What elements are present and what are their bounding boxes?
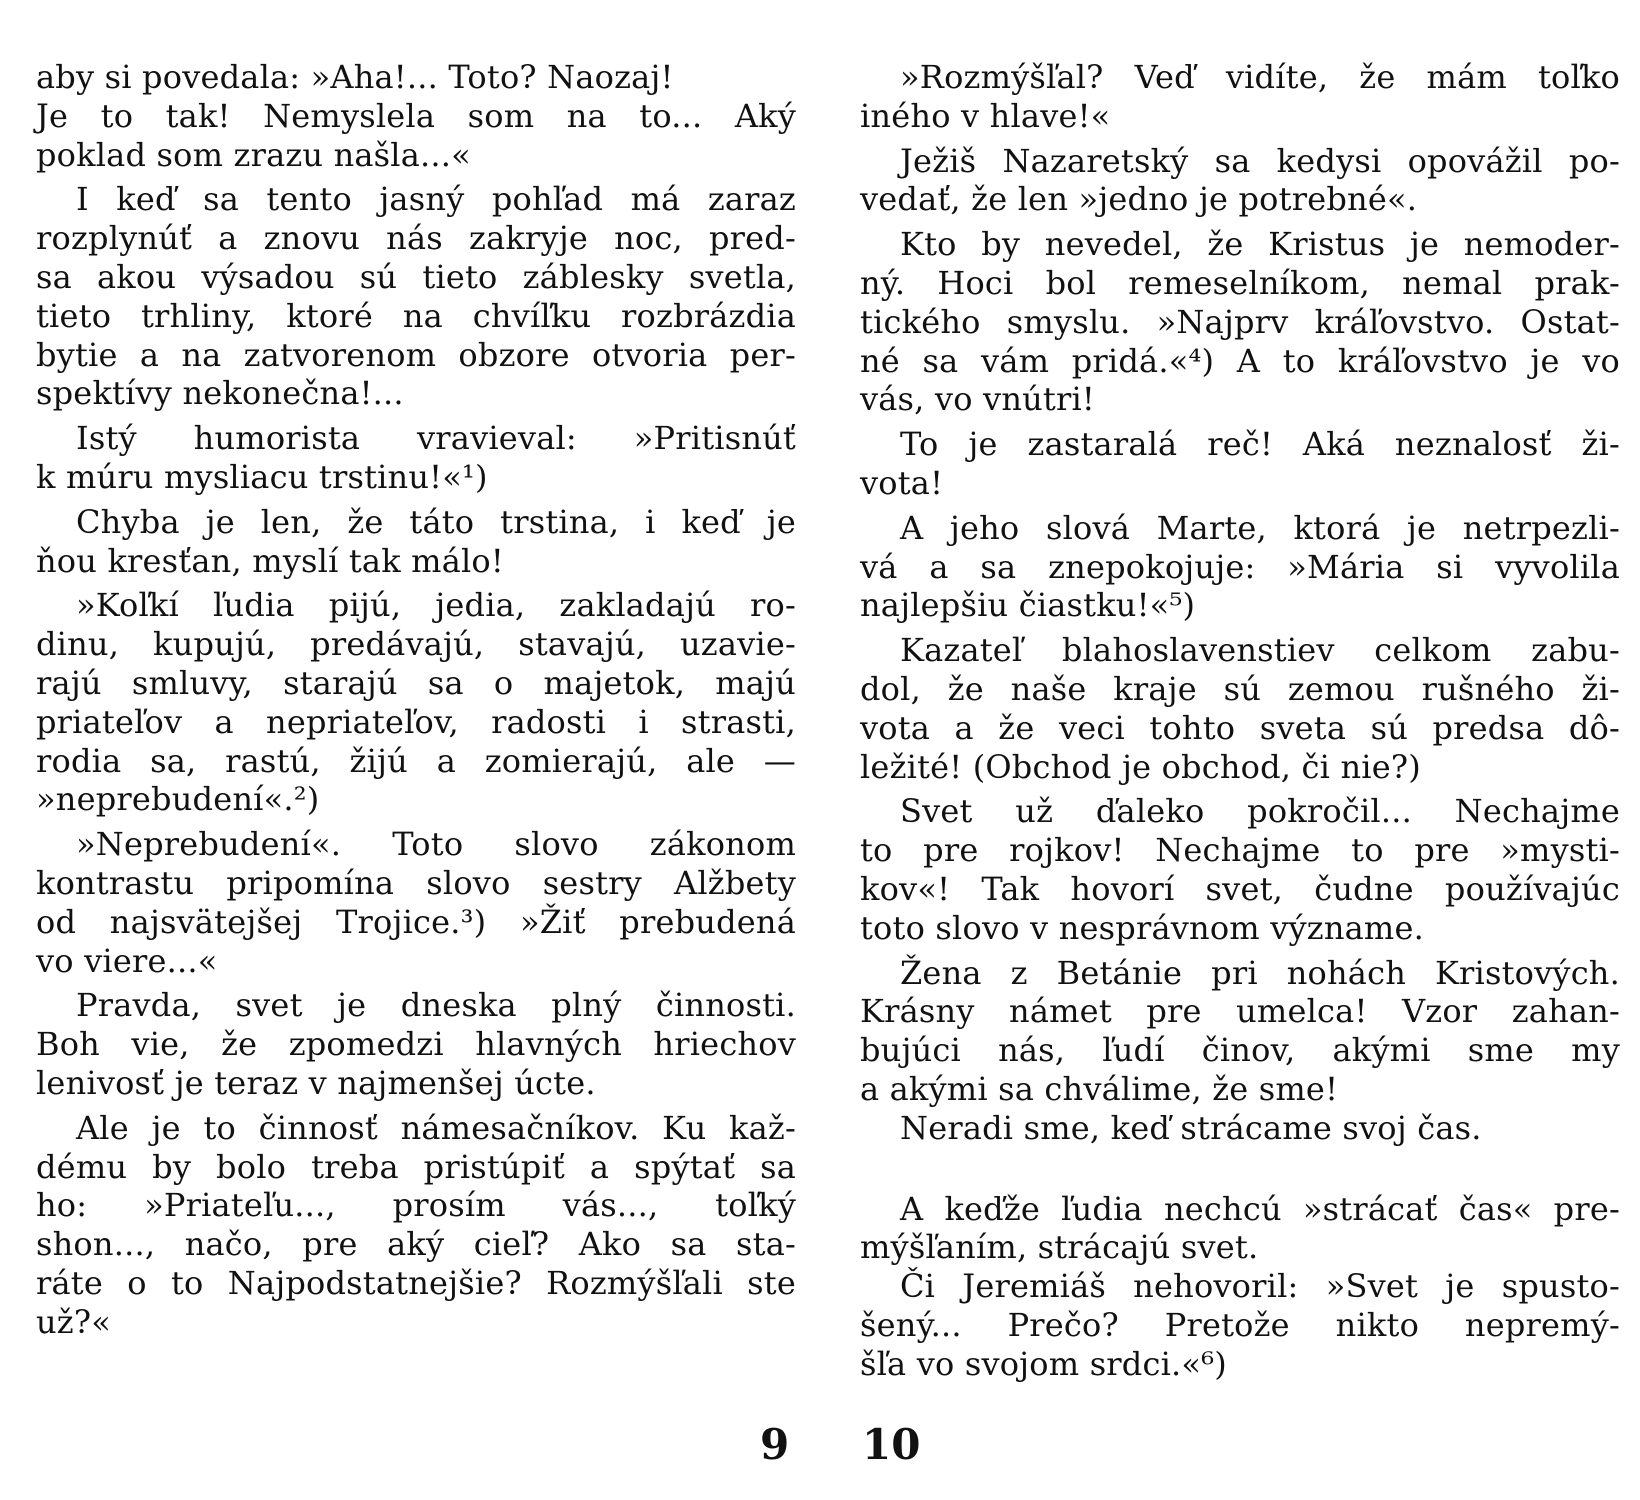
text-line: Svet už ďaleko pokročil... Nechajme <box>900 792 1620 831</box>
text-line: vá a sa znepokojuje: »Mária si vyvolila <box>860 547 1620 586</box>
page-number-left: 9 <box>760 1420 790 1469</box>
text-line: Kto by nevedel, že Kristus je nemoder- <box>900 225 1620 264</box>
text-line: Istý humorista vravieval: »Pritisnúť <box>76 419 796 458</box>
text-line: Kazateľ blahoslavenstiev celkom zabu- <box>900 631 1620 670</box>
text-line: sa akou výsadou sú tieto záblesky svetla, <box>36 257 796 296</box>
text-line: Pravda, svet je dneska plný činnosti. <box>76 986 796 1025</box>
text-line: iného v hlave!« <box>860 96 1111 135</box>
text-line: »neprebudení«.²) <box>36 780 320 819</box>
text-line: dol, že naše kraje sú zemou rušného ži- <box>860 669 1620 708</box>
text-line: bujúci nás, ľudí činov, akými sme my <box>860 1031 1620 1070</box>
text-line: vota! <box>860 463 944 502</box>
text-line: to pre rojkov! Nechajme to pre »mysti- <box>860 831 1620 870</box>
text-line: spektívy nekonečna!... <box>36 374 404 413</box>
text-line: Boh vie, že zpomedzi hlavných hriechov <box>36 1025 796 1064</box>
text-line: Ježiš Nazaretský sa kedysi opovážil po- <box>900 141 1620 180</box>
text-line: od najsvätejšej Trojice.³) »Žiť prebudená <box>36 902 796 941</box>
text-line: ný. Hoci bol remeselníkom, nemal prak- <box>860 263 1620 302</box>
text-line: šľa vo svojom srdci.«⁶) <box>860 1344 1227 1383</box>
text-line: I keď sa tento jasný pohľad má zaraz <box>76 180 796 219</box>
text-line: vo viere...« <box>36 941 218 980</box>
text-line: šený... Prečo? Pretože nikto nepremý- <box>860 1305 1620 1344</box>
text-line: Chyba je len, že táto trstina, i keď je <box>76 502 796 541</box>
text-line: mýšľaním, strácajú svet. <box>860 1228 1259 1267</box>
text-line: »Koľkí ľudia pijú, jedia, zakladajú ro- <box>76 586 796 625</box>
text-line: Krásny námet pre umelca! Vzor zahan- <box>860 992 1620 1031</box>
text-line: Je to tak! Nemyslela som na to... Aký <box>36 96 796 135</box>
text-line: toto slovo v nesprávnom význame. <box>860 908 1424 947</box>
text-line: rodia sa, rastú, žijú a zomierajú, ale — <box>36 741 796 780</box>
text-line: »Neprebudení«. Toto slovo zákonom <box>76 825 796 864</box>
text-line: dinu, kupujú, predávajú, stavajú, uzavie- <box>36 625 796 664</box>
text-line: Neradi sme, keď strácame svoj čas. <box>900 1108 1482 1147</box>
text-line: vedať, že len »jedno je potrebné«. <box>860 180 1418 219</box>
text-line: bytie a na zatvorenom obzore otvoria per- <box>36 335 796 374</box>
text-line: vota a že veci tohto sveta sú predsa dô- <box>860 708 1620 747</box>
text-line: priateľov a nepriateľov, radosti i strasti, <box>36 702 796 741</box>
page-number-right: 10 <box>862 1420 921 1469</box>
text-line: a akými sa chválime, že sme! <box>860 1069 1339 1108</box>
text-line: shon..., načo, pre aký cieľ? Ako sa sta- <box>36 1225 796 1264</box>
text-line: »Rozmýšľal? Veď vidíte, že mám toľko <box>900 58 1620 96</box>
text-line: tického smyslu. »Najprv kráľovstvo. Ostat- <box>860 302 1620 341</box>
left-page <box>36 58 796 1342</box>
text-line: rajú smluvy, starajú sa o majetok, majú <box>36 663 796 702</box>
text-line: dému by bolo treba pristúpiť a spýtať sa <box>36 1147 796 1186</box>
text-line: rozplynúť a znovu nás zakryje noc, pred- <box>36 219 796 258</box>
text-line: aby si povedala: »Aha!... Toto? Naozaj! <box>36 58 674 96</box>
text-line: najlepšiu čiastku!«⁵) <box>860 586 1196 625</box>
text-line: né sa vám pridá.«⁴) A to kráľovstvo je vo <box>860 341 1620 380</box>
text-line: ho: »Priateľu..., prosím vás..., toľký <box>36 1186 796 1225</box>
text-line: A keďže ľudia nechcú »strácať čas« pre- <box>900 1189 1620 1228</box>
text-line: lenivosť je teraz v najmenšej úcte. <box>36 1063 596 1102</box>
text-line: Žena z Betánie pri nohách Kristových. <box>900 953 1620 992</box>
text-line: ráte o to Najpodstatnejšie? Rozmýšľali ste <box>36 1263 796 1302</box>
text-line: ležité! (Obchod je obchod, či nie?) <box>860 747 1421 786</box>
text-line: A jeho slová Marte, ktorá je netrpezli- <box>900 508 1620 547</box>
text-line: kontrastu pripomína slovo sestry Alžbety <box>36 863 796 902</box>
text-line: To je zastaralá reč! Aká neznalosť ži- <box>900 425 1620 464</box>
text-line: k múru mysliacu trstinu!«¹) <box>36 457 488 496</box>
text-line: tieto trhliny, ktoré na chvíľku rozbrázdia <box>36 296 796 335</box>
text-line: ňou kresťan, myslí tak málo! <box>36 541 504 580</box>
text-line: kov«! Tak hovorí svet, čudne používajúc <box>860 869 1620 908</box>
text-line: poklad som zrazu našla...« <box>36 135 471 174</box>
text-line: Či Jeremiáš nehovoril: »Svet je spusto- <box>900 1267 1620 1306</box>
text-line: Ale je to činnosť námesačníkov. Ku kaž- <box>76 1108 796 1147</box>
text-line: vás, vo vnútri! <box>860 380 1095 419</box>
right-page <box>860 58 1620 1384</box>
text-line: už?« <box>36 1302 112 1341</box>
